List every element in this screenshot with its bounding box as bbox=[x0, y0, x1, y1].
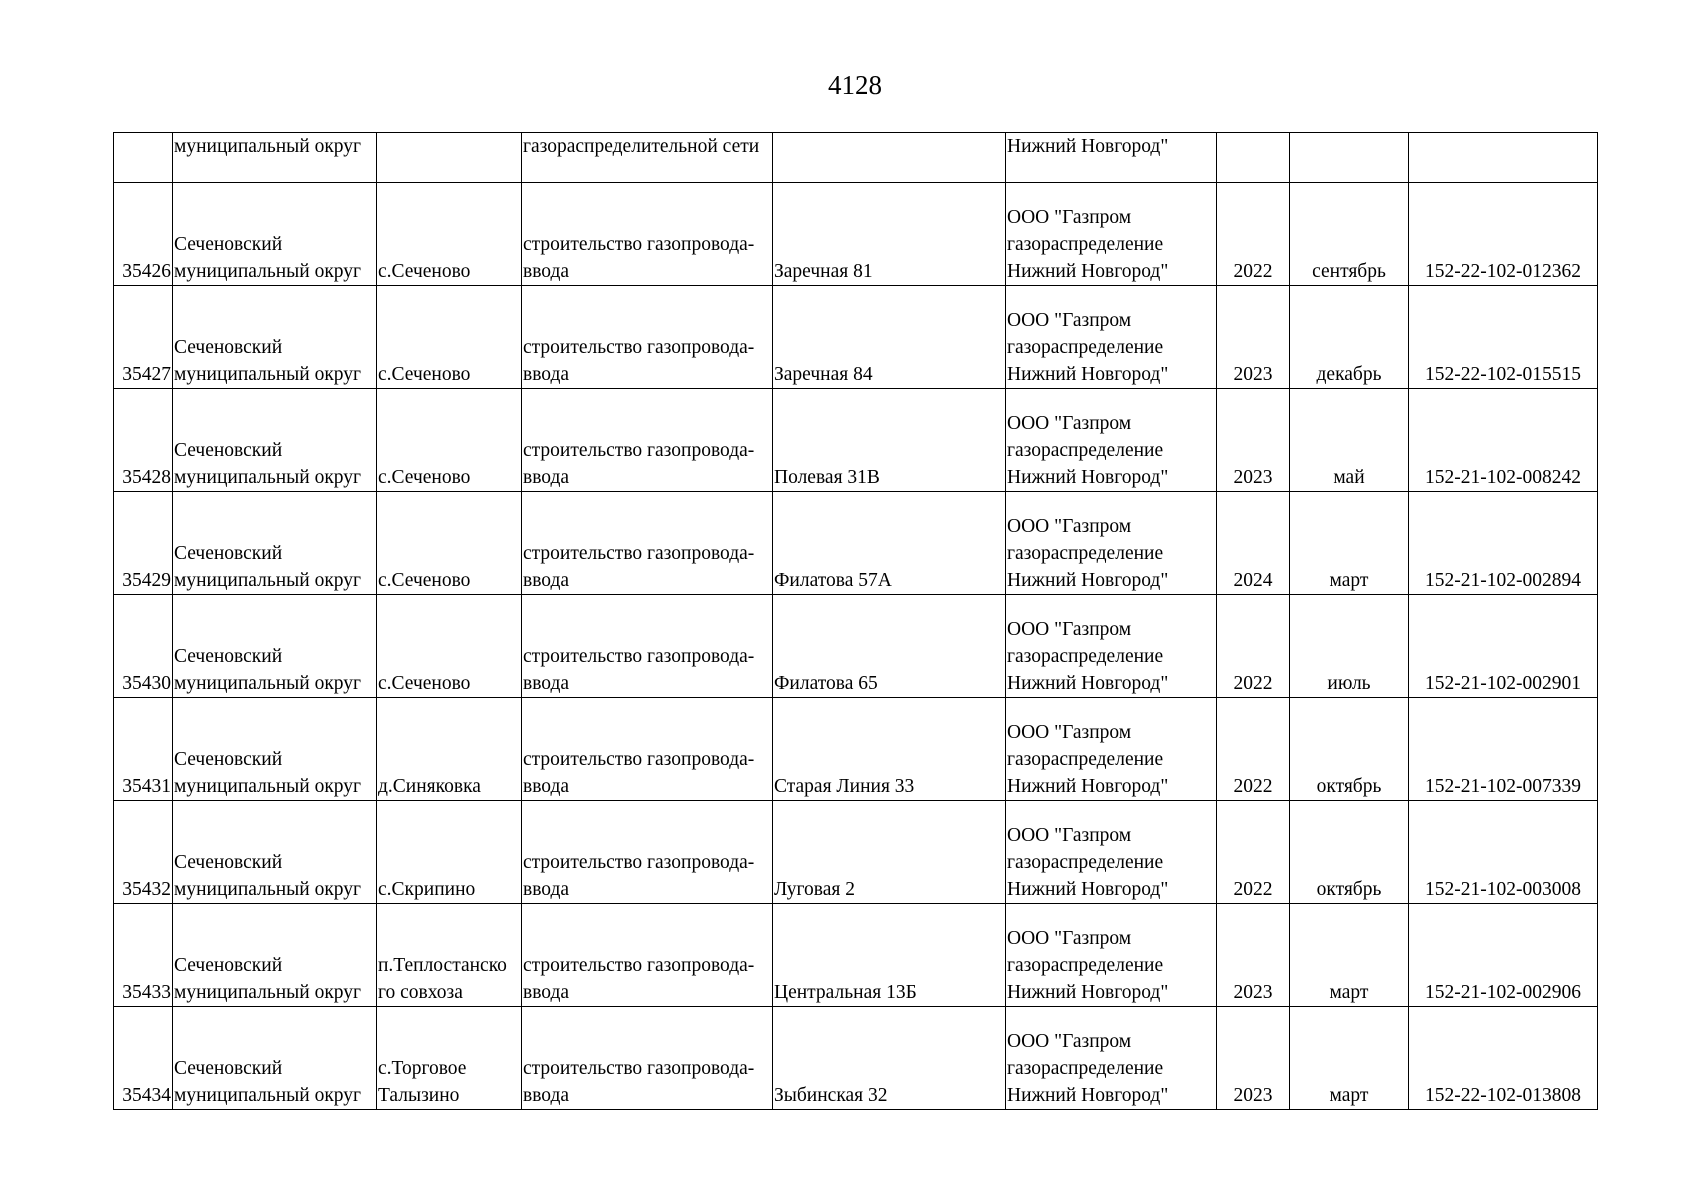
cell-settlement-line: с.Торговое bbox=[378, 1058, 467, 1079]
cell-district-line: Сеченовский bbox=[174, 1058, 283, 1079]
cell-organization bbox=[1006, 904, 1217, 1007]
cell-code: 152-21-102-007339 bbox=[1409, 698, 1598, 801]
cell-settlement-line: го совхоза bbox=[378, 982, 463, 1003]
table-body bbox=[114, 133, 1598, 1110]
cell-organization-line: Нижний Новгород" bbox=[1007, 776, 1169, 797]
cell-work-type-line: ввода bbox=[523, 1085, 570, 1106]
cell-organization-line: газораспределение bbox=[1007, 543, 1164, 564]
cell-number: 35432 bbox=[114, 801, 173, 904]
registry-table bbox=[113, 132, 1598, 1110]
cell-settlement bbox=[377, 1007, 522, 1110]
cell-settlement-line: с.Сеченово bbox=[378, 261, 471, 282]
cell-organization bbox=[1006, 492, 1217, 595]
cell-work-type bbox=[522, 595, 773, 698]
cell-address: Зыбинская 32 bbox=[773, 1007, 1006, 1110]
cell-year: 2022 bbox=[1217, 595, 1290, 698]
table-row bbox=[114, 389, 1598, 492]
cell-address: Старая Линия 33 bbox=[773, 698, 1006, 801]
cell-district-line: муниципальный округ bbox=[174, 364, 362, 385]
cell-year: 2024 bbox=[1217, 492, 1290, 595]
cell-district bbox=[173, 698, 377, 801]
cell-organization-line: Нижний Новгород" bbox=[1007, 1085, 1169, 1106]
cell-organization-line: Нижний Новгород" bbox=[1007, 261, 1169, 282]
cell-settlement bbox=[377, 904, 522, 1007]
cell-district-line: муниципальный округ bbox=[174, 879, 362, 900]
cell-month: октябрь bbox=[1290, 698, 1409, 801]
cell-work-type-line: строительство газопровода- bbox=[523, 440, 755, 461]
cell-work-type-line: ввода bbox=[523, 570, 570, 591]
cell-settlement bbox=[377, 492, 522, 595]
cell-organization-line: Нижний Новгород" bbox=[1007, 673, 1169, 694]
cell-settlement bbox=[377, 595, 522, 698]
cell-number: 35426 bbox=[114, 183, 173, 286]
cell-work-type-line: ввода bbox=[523, 776, 570, 797]
cell-work-type-line: строительство газопровода- bbox=[523, 955, 755, 976]
cell-district bbox=[173, 389, 377, 492]
cell-month bbox=[1290, 133, 1409, 183]
cell-month: сентябрь bbox=[1290, 183, 1409, 286]
cell-work-type-line: строительство газопровода- bbox=[523, 646, 755, 667]
cell-year: 2023 bbox=[1217, 904, 1290, 1007]
cell-district-line: муниципальный округ bbox=[174, 570, 362, 591]
cell-work-type bbox=[522, 801, 773, 904]
cell-month: март bbox=[1290, 904, 1409, 1007]
cell-settlement-line: п.Теплостанско bbox=[378, 955, 507, 976]
cell-organization bbox=[1006, 801, 1217, 904]
cell-number: 35427 bbox=[114, 286, 173, 389]
cell-organization-line: ООО "Газпром bbox=[1007, 1031, 1132, 1052]
cell-number bbox=[114, 133, 173, 183]
cell-work-type bbox=[522, 183, 773, 286]
cell-organization bbox=[1006, 389, 1217, 492]
cell-work-type-line: строительство газопровода- bbox=[523, 234, 755, 255]
cell-settlement-line: с.Сеченово bbox=[378, 673, 471, 694]
cell-organization-line: газораспределение bbox=[1007, 440, 1164, 461]
cell-district-line: муниципальный округ bbox=[174, 982, 362, 1003]
table-row bbox=[114, 595, 1598, 698]
cell-work-type bbox=[522, 492, 773, 595]
cell-month: июль bbox=[1290, 595, 1409, 698]
cell-district-line: Сеченовский bbox=[174, 852, 283, 873]
cell-organization-line: газораспределение bbox=[1007, 646, 1164, 667]
cell-address: Центральная 13Б bbox=[773, 904, 1006, 1007]
cell-district-line: Сеченовский bbox=[174, 234, 283, 255]
cell-code: 152-21-102-002906 bbox=[1409, 904, 1598, 1007]
cell-year: 2022 bbox=[1217, 183, 1290, 286]
cell-district bbox=[173, 492, 377, 595]
cell-settlement bbox=[377, 286, 522, 389]
cell-district bbox=[173, 1007, 377, 1110]
cell-settlement-line: Талызино bbox=[378, 1085, 460, 1106]
cell-settlement-line: с.Сеченово bbox=[378, 467, 471, 488]
cell-organization-line: Нижний Новгород" bbox=[1007, 364, 1169, 385]
cell-settlement bbox=[377, 389, 522, 492]
cell-year: 2023 bbox=[1217, 1007, 1290, 1110]
cell-organization-line: газораспределение bbox=[1007, 337, 1164, 358]
cell-settlement-line: д.Синяковка bbox=[378, 776, 481, 797]
cell-district-line: муниципальный округ bbox=[174, 261, 362, 282]
table-row bbox=[114, 286, 1598, 389]
cell-code: 152-21-102-002901 bbox=[1409, 595, 1598, 698]
cell-district bbox=[173, 904, 377, 1007]
cell-month: октябрь bbox=[1290, 801, 1409, 904]
cell-year bbox=[1217, 133, 1290, 183]
cell-code: 152-22-102-015515 bbox=[1409, 286, 1598, 389]
cell-district bbox=[173, 183, 377, 286]
cell-work-type bbox=[522, 698, 773, 801]
cell-organization-line: газораспределение bbox=[1007, 749, 1164, 770]
cell-organization-line: газораспределение bbox=[1007, 234, 1164, 255]
cell-organization-line: ООО "Газпром bbox=[1007, 619, 1132, 640]
cell-district bbox=[173, 595, 377, 698]
cell-address: Заречная 81 bbox=[773, 183, 1006, 286]
cell-district-line: Сеченовский bbox=[174, 440, 283, 461]
cell-settlement bbox=[377, 698, 522, 801]
cell-organization bbox=[1006, 698, 1217, 801]
cell-organization-line: газораспределение bbox=[1007, 955, 1164, 976]
cell-address: Филатова 57А bbox=[773, 492, 1006, 595]
cell-organization-line: газораспределение bbox=[1007, 1058, 1164, 1079]
page-number: 4128 bbox=[828, 70, 882, 100]
cell-organization-line: Нижний Новгород" bbox=[1007, 467, 1169, 488]
cell-district bbox=[173, 801, 377, 904]
cell-month: декабрь bbox=[1290, 286, 1409, 389]
cell-month: март bbox=[1290, 492, 1409, 595]
cell-settlement-line: с.Сеченово bbox=[378, 364, 471, 385]
cell-work-type-line: ввода bbox=[523, 261, 570, 282]
cell-organization-line: ООО "Газпром bbox=[1007, 722, 1132, 743]
cell-code bbox=[1409, 133, 1598, 183]
cell-organization-line: Нижний Новгород" bbox=[1007, 570, 1169, 591]
cell-organization-line: ООО "Газпром bbox=[1007, 413, 1132, 434]
cell-number: 35428 bbox=[114, 389, 173, 492]
cell-work-type-line: ввода bbox=[523, 982, 570, 1003]
cell-number: 35433 bbox=[114, 904, 173, 1007]
cell-organization bbox=[1006, 286, 1217, 389]
cell-settlement-line: с.Скрипино bbox=[378, 879, 476, 900]
cell-district: муниципальный округ bbox=[173, 133, 377, 183]
cell-organization-line: Нижний Новгород" bbox=[1007, 879, 1169, 900]
cell-address: Заречная 84 bbox=[773, 286, 1006, 389]
cell-organization bbox=[1006, 1007, 1217, 1110]
cell-district-line: Сеченовский bbox=[174, 646, 283, 667]
cell-district bbox=[173, 286, 377, 389]
cell-month: май bbox=[1290, 389, 1409, 492]
cell-district-line: Сеченовский bbox=[174, 543, 283, 564]
cell-number: 35431 bbox=[114, 698, 173, 801]
cell-district-line: Сеченовский bbox=[174, 955, 283, 976]
cell-code: 152-21-102-008242 bbox=[1409, 389, 1598, 492]
cell-district-line: муниципальный округ bbox=[174, 467, 362, 488]
cell-work-type-line: строительство газопровода- bbox=[523, 337, 755, 358]
cell-settlement bbox=[377, 133, 522, 183]
table-row bbox=[114, 904, 1598, 1007]
table-row bbox=[114, 183, 1598, 286]
cell-code: 152-21-102-003008 bbox=[1409, 801, 1598, 904]
table-row bbox=[114, 492, 1598, 595]
cell-organization-line: ООО "Газпром bbox=[1007, 310, 1132, 331]
table-row bbox=[114, 801, 1598, 904]
cell-address bbox=[773, 133, 1006, 183]
cell-work-type-line: ввода bbox=[523, 879, 570, 900]
cell-number: 35429 bbox=[114, 492, 173, 595]
cell-work-type-line: строительство газопровода- bbox=[523, 852, 755, 873]
cell-district-line: муниципальный округ bbox=[174, 776, 362, 797]
cell-code: 152-22-102-012362 bbox=[1409, 183, 1598, 286]
cell-work-type-line: строительство газопровода- bbox=[523, 749, 755, 770]
cell-address: Полевая 31В bbox=[773, 389, 1006, 492]
cell-code: 152-21-102-002894 bbox=[1409, 492, 1598, 595]
cell-settlement bbox=[377, 183, 522, 286]
cell-organization-line: газораспределение bbox=[1007, 852, 1164, 873]
cell-year: 2022 bbox=[1217, 801, 1290, 904]
cell-organization bbox=[1006, 595, 1217, 698]
cell-work-type-line: ввода bbox=[523, 467, 570, 488]
cell-organization bbox=[1006, 183, 1217, 286]
cell-work-type bbox=[522, 904, 773, 1007]
cell-organization-line: ООО "Газпром bbox=[1007, 825, 1132, 846]
cell-number: 35434 bbox=[114, 1007, 173, 1110]
cell-code: 152-22-102-013808 bbox=[1409, 1007, 1598, 1110]
cell-address: Филатова 65 bbox=[773, 595, 1006, 698]
cell-month: март bbox=[1290, 1007, 1409, 1110]
cell-organization-line: ООО "Газпром bbox=[1007, 928, 1132, 949]
cell-settlement bbox=[377, 801, 522, 904]
cell-district-line: муниципальный округ bbox=[174, 673, 362, 694]
table-row bbox=[114, 698, 1598, 801]
cell-work-type bbox=[522, 1007, 773, 1110]
continuation-row bbox=[114, 133, 1598, 183]
cell-district-line: Сеченовский bbox=[174, 337, 283, 358]
cell-work-type-line: ввода bbox=[523, 673, 570, 694]
table-row bbox=[114, 1007, 1598, 1110]
cell-organization-line: ООО "Газпром bbox=[1007, 207, 1132, 228]
cell-organization-line: Нижний Новгород" bbox=[1007, 982, 1169, 1003]
cell-work-type-line: строительство газопровода- bbox=[523, 543, 755, 564]
cell-organization-line: ООО "Газпром bbox=[1007, 516, 1132, 537]
cell-year: 2023 bbox=[1217, 389, 1290, 492]
cell-year: 2022 bbox=[1217, 698, 1290, 801]
cell-district-line: муниципальный округ bbox=[174, 1085, 362, 1106]
cell-organization: Нижний Новгород" bbox=[1006, 133, 1217, 183]
cell-address: Луговая 2 bbox=[773, 801, 1006, 904]
cell-work-type bbox=[522, 286, 773, 389]
cell-work-type-line: строительство газопровода- bbox=[523, 1058, 755, 1079]
cell-settlement-line: с.Сеченово bbox=[378, 570, 471, 591]
cell-year: 2023 bbox=[1217, 286, 1290, 389]
cell-number: 35430 bbox=[114, 595, 173, 698]
cell-district-line: Сеченовский bbox=[174, 749, 283, 770]
cell-work-type: газораспределительной сети bbox=[522, 133, 773, 183]
cell-work-type bbox=[522, 389, 773, 492]
cell-work-type-line: ввода bbox=[523, 364, 570, 385]
